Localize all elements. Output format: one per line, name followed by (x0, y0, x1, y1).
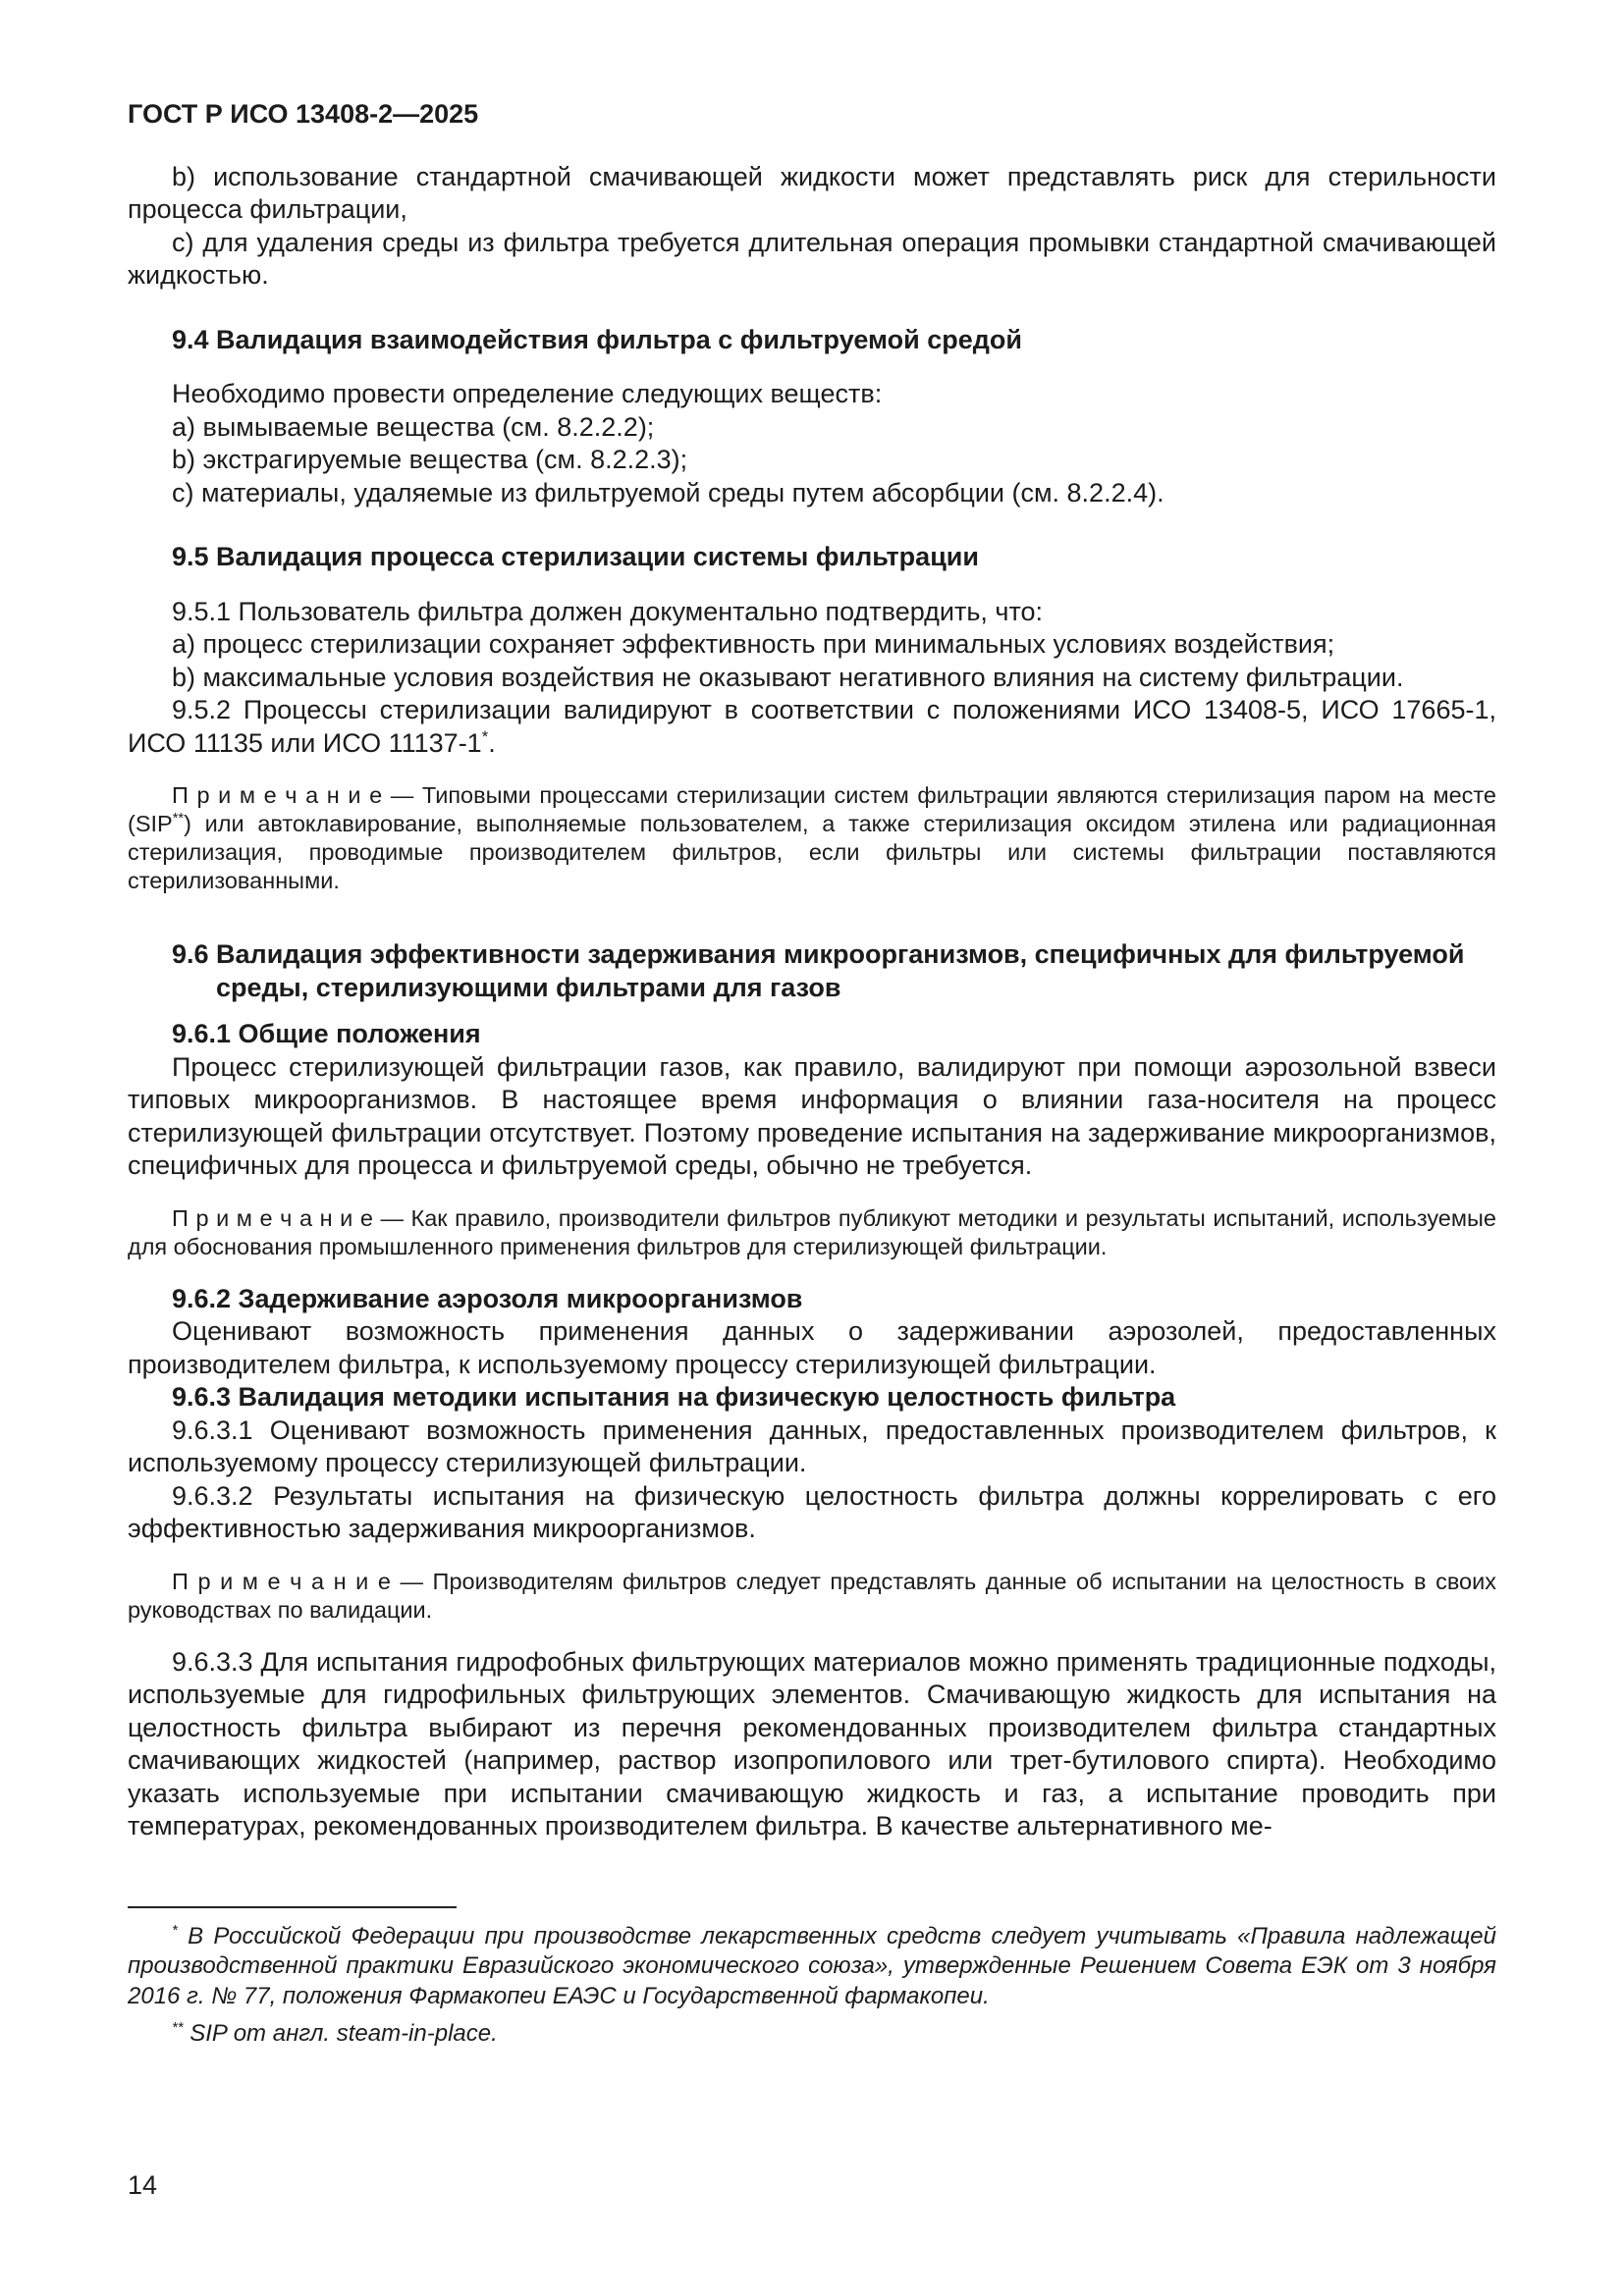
text-run: SIP от англ. steam-in-place. (183, 2020, 498, 2047)
block-p: Необходимо провести определение следующих веществ: (172, 379, 883, 408)
block-h2-hang: 9.6 Валидация эффективности задерживания микроорганизмов, специфичных для фильтруемой среды, стерилизующими фильтрами для газов (172, 939, 1465, 1002)
block-p: c) для удаления среды из фильтра требуется длительная операция промывки стандартной смачивающей жидкостью. (128, 227, 1496, 290)
block-h2: 9.5 Валидация процесса стерилизации системы фильтрации (172, 542, 979, 571)
block-p: Процесс стерилизующей фильтрации газов, как правило, валидируют при помощи аэрозольной взвеси типовых микроорганизмов. В настоящее время информация о влиянии газа-носителя на процесс стерилизующей фильтрации отсутствует. Поэтому проведение испытания на задерживание микроорганизмов, специфичных для процесса и фильтруемой среды, обычно не требуется. (128, 1051, 1496, 1180)
block-h3: 9.6.1 Общие положения (172, 1019, 481, 1048)
document-body (128, 161, 1496, 1843)
block-p: Оценивают возможность применения данных о задерживании аэрозолей, предоставленных производителем фильтра, к используемому процессу стерилизующей фильтрации. (128, 1316, 1496, 1379)
footnotes-section (128, 1906, 1496, 2050)
text-run: ) или автоклавирование, выполняемые пользователем, а также стерилизация оксидом этилена или радиационная стерилизация, проводимые производителем фильтров, если фильтры или системы фильтрации поставляются стерилизованными. (128, 811, 1496, 893)
block-p: 9.6.3.3 Для испытания гидрофобных фильтрующих материалов можно применять традиционные подходы, используемые для гидрофильных фильтрующих элементов. Смачивающую жидкость для испытания на целостность фильтра выбирают из перечня рекомендованных производителем фильтра стандартных смачивающих жидкостей (например, раствор изопропилового или трет-бутилового спирта). Необходимо указать используемые при испытании смачивающую жидкость и газ, а испытание проводить при температурах, рекомендованных производителем фильтра. В качестве альтернативного ме- (128, 1646, 1496, 1841)
page-header: ГОСТ Р ИСО 13408-2—2025 (128, 99, 479, 129)
footnotes-list (128, 1922, 1496, 2050)
block-p (128, 694, 1496, 760)
block-p: b) экстрагируемые вещества (см. 8.2.2.3); (172, 445, 688, 474)
block-p: c) материалы, удаляемые из фильтруемой среды путем абсорбции (см. 8.2.2.4). (172, 477, 1164, 507)
page-number: 14 (128, 2169, 158, 2200)
superscript-marker: * (481, 726, 489, 746)
block-h2: 9.4 Валидация взаимодействия фильтра с фильтруемой средой (172, 324, 1022, 354)
superscript-marker: * (172, 1922, 178, 1939)
block-p: 9.5.1 Пользователь фильтра должен документально подтвердить, что: (172, 596, 1044, 626)
block-p: a) вымываемые вещества (см. 8.2.2.2); (172, 411, 655, 442)
text-run: П р и м е ч а н и е — Типовыми процессами стерилизации систем фильтрации являются стерилизация паром на месте (SIP (128, 782, 1496, 836)
footnote-separator (128, 1906, 457, 1908)
block-p: a) процесс стерилизации сохраняет эффективность при минимальных условиях воздействия; (172, 629, 1335, 659)
text-run: . (488, 727, 496, 758)
block-h3: 9.6.2 Задерживание аэрозоля микроорганизмов (172, 1283, 803, 1313)
block-p: 9.6.3.1 Оценивают возможность применения данных, предоставленных производителем фильтров, к используемому процессу стерилизующей фильтрации. (128, 1415, 1496, 1477)
block-note (128, 781, 1496, 895)
footnote (128, 1922, 1496, 2012)
block-p: b) использование стандартной смачивающей жидкости может представлять риск для стерильности процесса фильтрации, (128, 161, 1496, 224)
superscript-marker: ** (172, 811, 185, 828)
block-note: П р и м е ч а н и е — Производителям фильтров следует представлять данные об испытании на целостность в своих руководствах по валидации. (128, 1568, 1496, 1623)
superscript-marker: ** (172, 2020, 184, 2036)
text-run: 9.5.2 Процессы стерилизации валидируют в соответствии с положениями ИСО 13408-5, ИСО 17665-1, ИСО 11135 или ИСО 11137-1 (128, 695, 1496, 758)
footnote (128, 2019, 1496, 2050)
block-p: b) максимальные условия воздействия не оказывают негативного влияния на систему фильтрации. (172, 662, 1404, 692)
block-h3: 9.6.3 Валидация методики испытания на физическую целостность фильтра (172, 1382, 1176, 1412)
block-p: 9.6.3.2 Результаты испытания на физическую целостность фильтра должны коррелировать с его эффективностью задерживания микроорганизмов. (128, 1480, 1496, 1543)
block-note: П р и м е ч а н и е — Как правило, производители фильтров публикуют методики и результаты испытаний, используемые для обоснования промышленного применения фильтров для стерилизующей фильтрации. (128, 1204, 1496, 1259)
text-run: В Российской Федерации при производстве лекарственных средств следует учитывать «Правила надлежащей производственной практики Евразийского экономического союза», утвержденные Решением Совета ЕЭК от 3 ноября 2016 г. № 77, положения Фармакопеи ЕАЭС и Государственной фармакопеи. (128, 1922, 1496, 2009)
